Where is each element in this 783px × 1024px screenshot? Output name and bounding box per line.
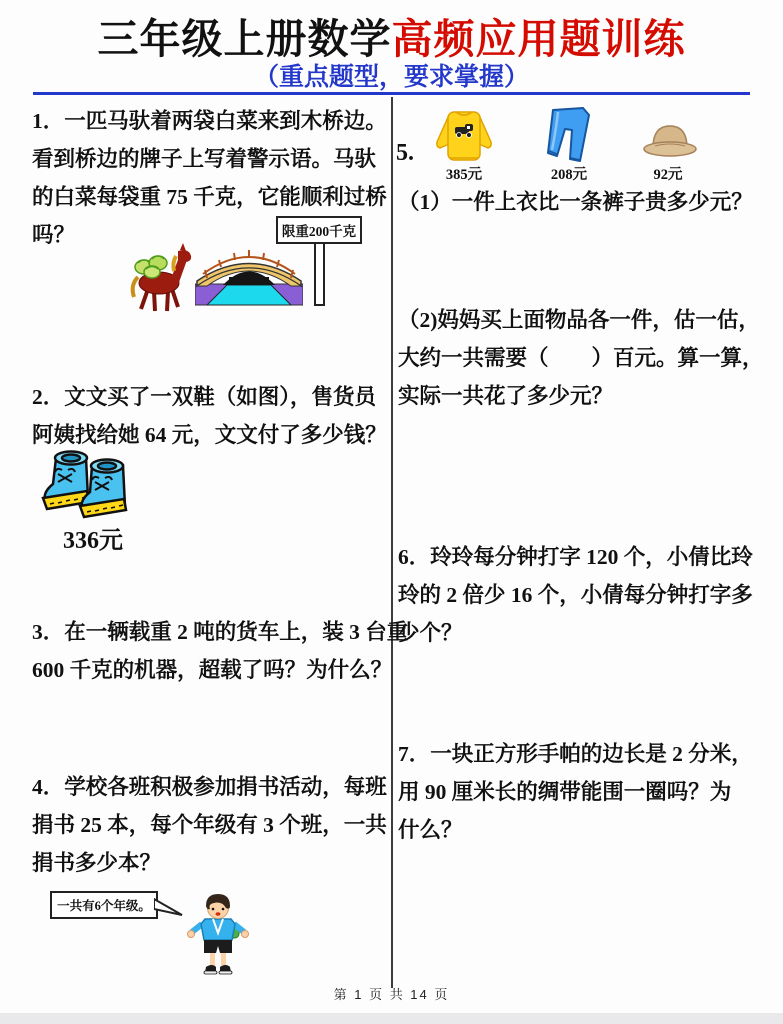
problem-line: 捐书 25 本，每个年级有 3 个班，一共 — [32, 813, 387, 837]
pants-icon — [546, 106, 592, 164]
problem-line: 什么？ — [398, 818, 463, 842]
problem-line: 3．在一辆载重 2 吨的货车上，装 3 台重 — [32, 620, 409, 644]
problem-line: （2)妈妈买上面物品各一件，估一估， — [398, 308, 760, 332]
horse-cabbage-illustration — [126, 241, 192, 315]
sweater-icon — [432, 106, 496, 162]
problem-line: 阿姨找给她 64 元，文文付了多少钱？ — [32, 423, 387, 447]
hat-icon — [643, 122, 697, 158]
problem-6 — [398, 538, 753, 652]
problem-line: 吗？ — [32, 223, 76, 247]
speech-bubble-tail — [154, 897, 184, 919]
price-label: 92元 — [653, 167, 683, 183]
problem-7 — [398, 735, 753, 849]
bottom-strip — [0, 1013, 783, 1024]
price-label: 385元 — [445, 167, 483, 183]
bridge-illustration — [195, 248, 303, 306]
sign-post — [314, 242, 325, 306]
problem-5-q1 — [398, 183, 753, 221]
problem-2 — [32, 378, 387, 454]
problem-line: 4．学校各班积极参加捐书活动，每班 — [32, 775, 387, 799]
header-rule — [33, 92, 750, 95]
page-subtitle: （重点题型，要求掌握） — [253, 64, 529, 91]
weight-limit-sign: 限重200千克 — [276, 216, 362, 244]
column-divider — [391, 97, 393, 988]
problem-line: 2．文文买了一双鞋（如图），售货员 — [32, 385, 377, 409]
boots-illustration — [40, 448, 140, 524]
page-title-red-part: 高频应用题训练 — [391, 16, 686, 62]
problem-line: 6．玲玲每分钟打字 120 个，小倩比玲 — [398, 545, 753, 569]
problem-3 — [32, 613, 408, 689]
problem-line: 看到桥边的牌子上写着警示语。马驮 — [32, 147, 377, 171]
problem-line: 的白菜每袋重 75 千克，它能顺利过桥 — [32, 185, 387, 209]
problem-line: 少个？ — [398, 621, 463, 645]
problem-5-number: 5. — [396, 140, 414, 166]
boy-illustration — [186, 893, 250, 977]
problem-line: 600 千克的机器，超载了吗？为什么？ — [32, 658, 393, 682]
problem-5-q2 — [398, 301, 764, 415]
problem-line: 实际一共花了多少元？ — [398, 384, 614, 408]
page-indicator: 第 1 页 共 14 页 — [333, 987, 450, 1002]
problem-line: 捐书多少本？ — [32, 851, 162, 875]
boots-price: 336元 — [63, 528, 123, 554]
problem-line: （1）一件上衣比一条裤子贵多少元？ — [398, 190, 753, 214]
problem-line: 玲的 2 倍少 16 个，小倩每分钟打字多 — [398, 583, 753, 607]
page-title-black-part: 三年级上册数学 — [97, 16, 392, 62]
problem-line: 7．一块正方形手帕的边长是 2 分米， — [398, 742, 753, 766]
speech-bubble-text: 一共有6个年级。 — [57, 899, 151, 913]
problem-line: 用 90 厘米长的绸带能围一圈吗？为 — [398, 780, 732, 804]
problem-line: 大约一共需要（ ）百元。算一算， — [398, 346, 764, 370]
problem-4 — [32, 768, 387, 882]
speech-bubble — [50, 891, 158, 919]
problem-line: 1．一匹马驮着两袋白菜来到木桥边。 — [32, 109, 387, 133]
price-label: 208元 — [550, 167, 588, 183]
